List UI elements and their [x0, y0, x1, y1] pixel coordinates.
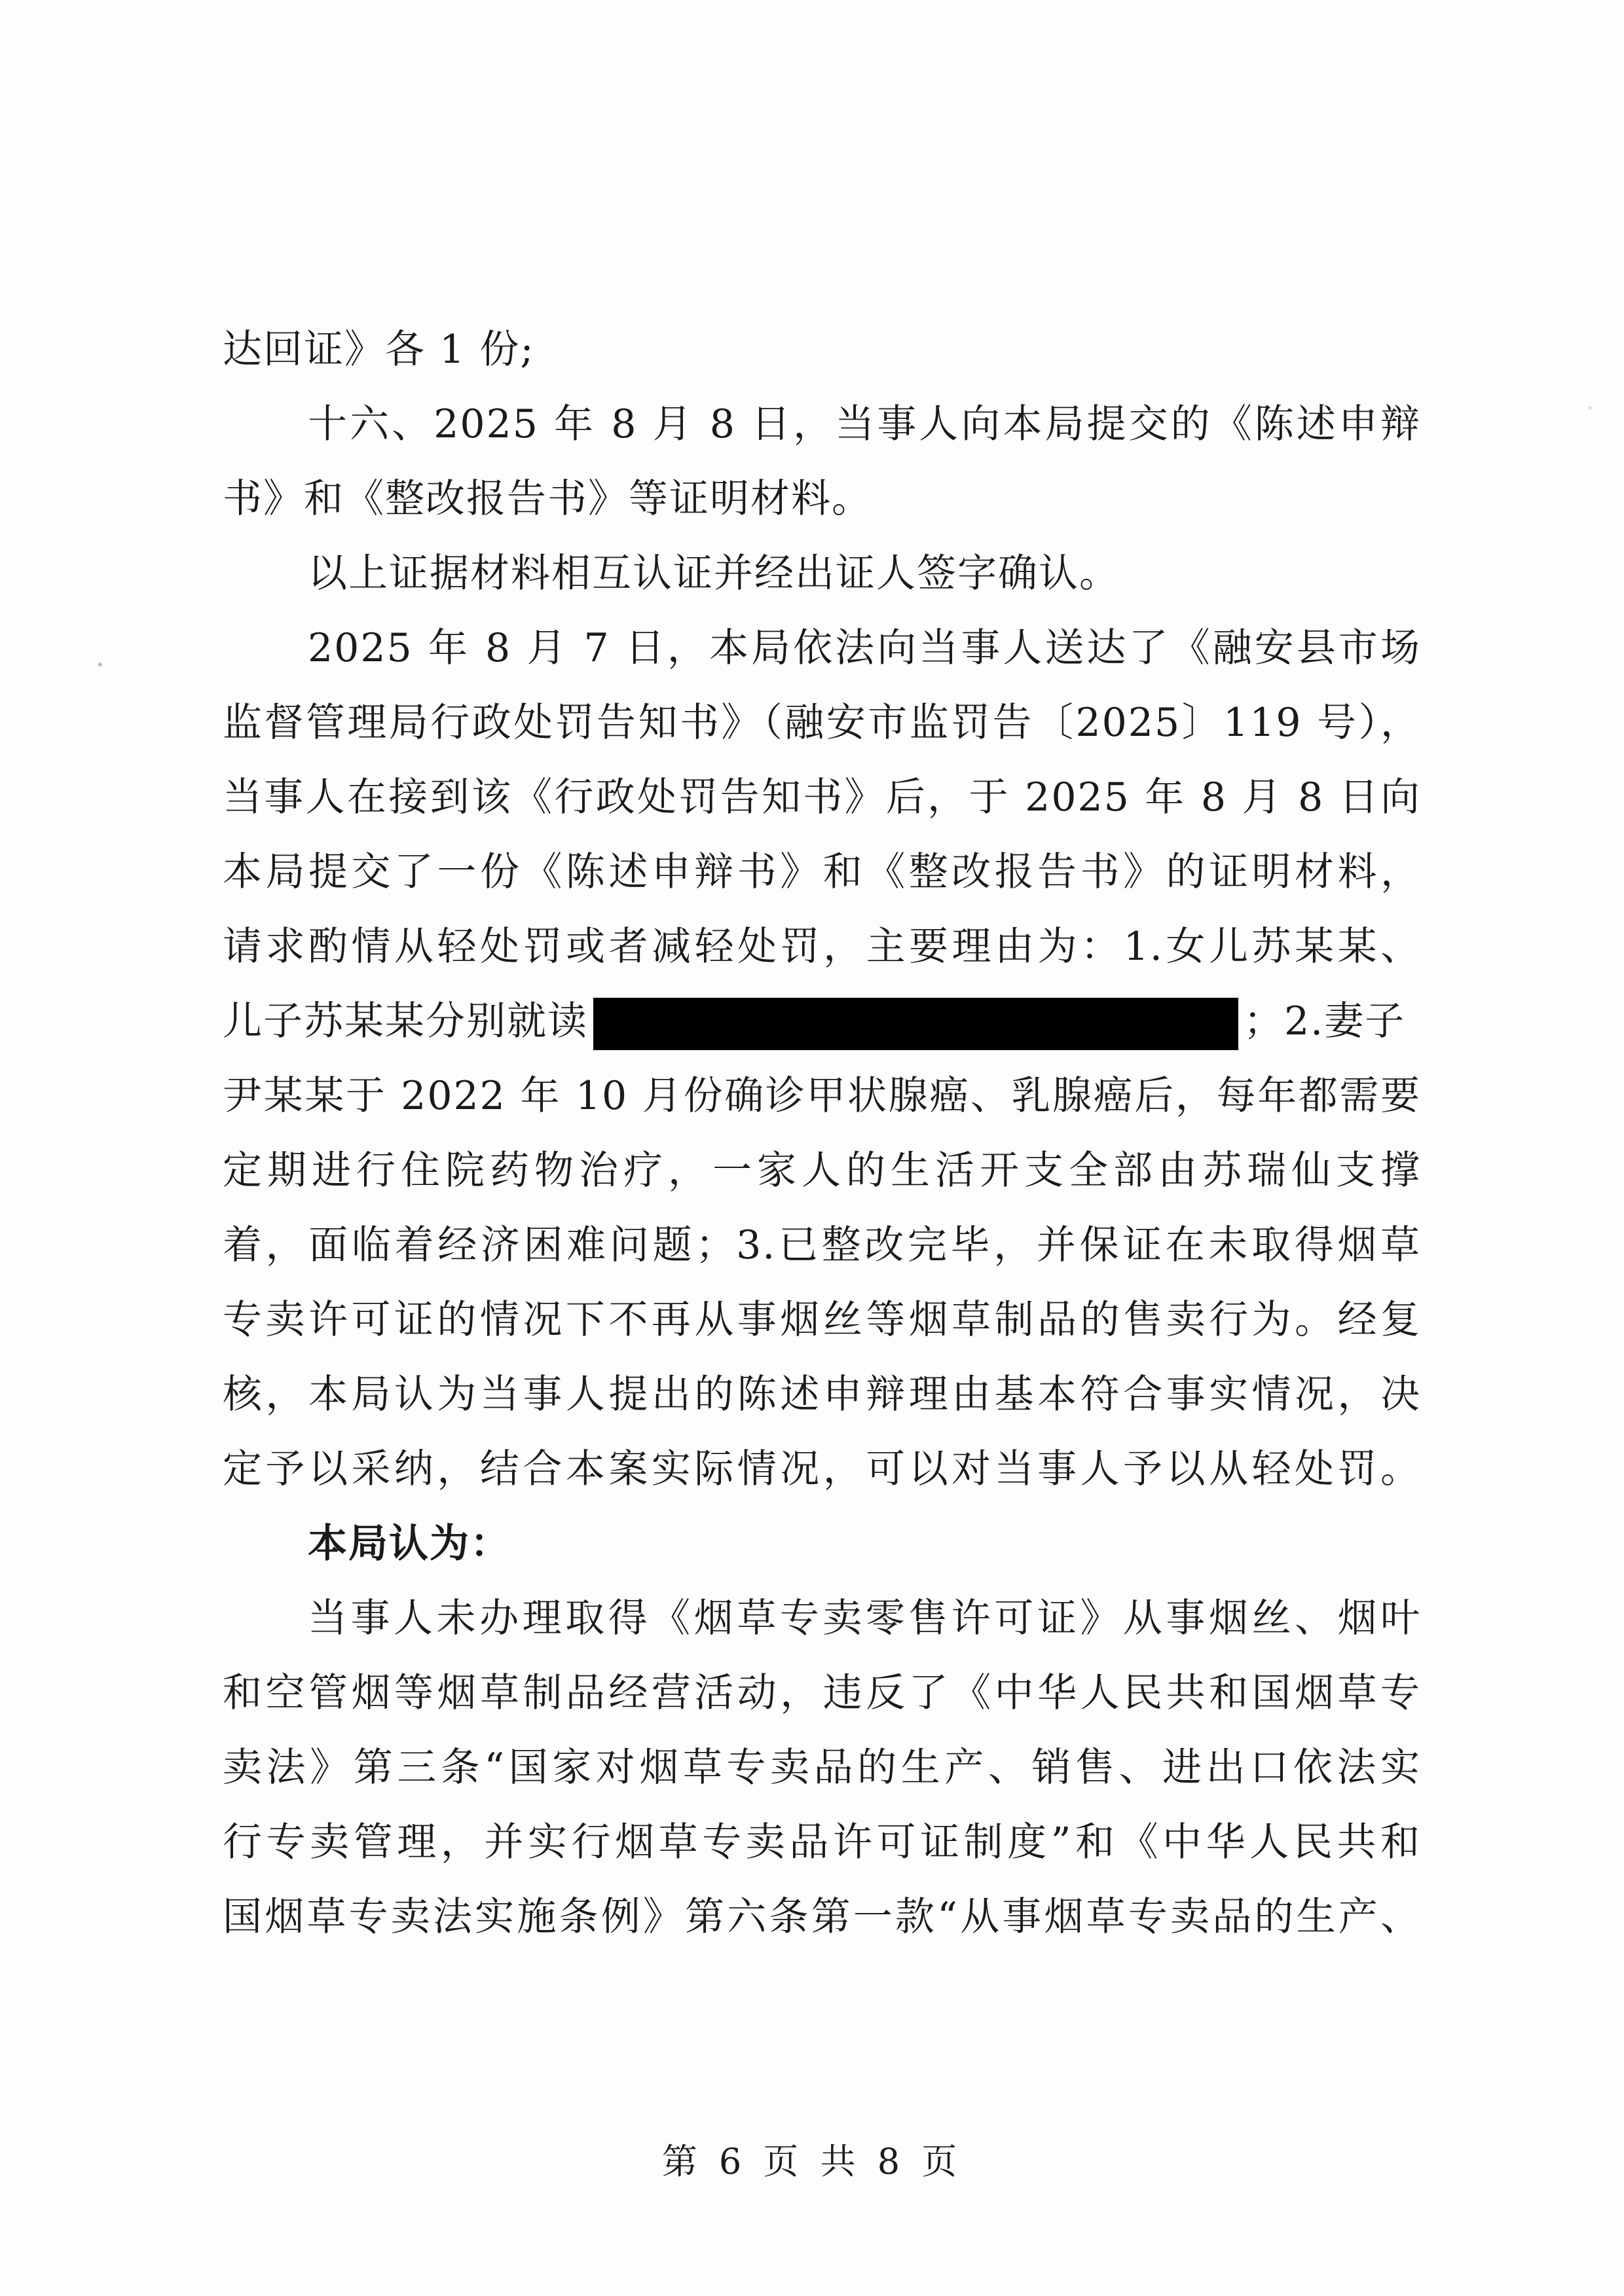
text-line-15: 核，本局认为当事人提出的陈述申辩理由基本符合事实情况，决 — [223, 1372, 1421, 1417]
text-line-8: 本局提交了一份《陈述申辩书》和《整改报告书》的证明材料， — [223, 849, 1421, 895]
scan-speck — [98, 663, 102, 666]
text-line-10-end: ；2.妻子 — [1244, 998, 1406, 1044]
page-number-footer: 第 6 页 共 8 页 — [661, 2141, 963, 2182]
text-line-14: 专卖许可证的情况下不再从事烟丝等烟草制品的售卖行为。经复 — [223, 1297, 1421, 1343]
text-line-9: 请求酌情从轻处罚或者减轻处罚，主要理由为：1.女儿苏某某、 — [223, 924, 1421, 970]
text-line-19: 和空管烟等烟草制品经营活动，违反了《中华人民共和国烟草专 — [223, 1670, 1421, 1716]
text-line-2: 十六、2025 年 8 月 8 日，当事人向本局提交的《陈述申辩 — [308, 401, 1421, 447]
text-line-7: 当事人在接到该《行政处罚告知书》后，于 2025 年 8 月 8 日向 — [223, 774, 1421, 820]
text-line-4: 以上证据材料相互认证并经出证人签字确认。 — [308, 551, 1120, 596]
text-line-16: 定予以采纳，结合本案实际情况，可以对当事人予以从轻处罚。 — [223, 1446, 1421, 1492]
redaction-bar — [593, 998, 1238, 1050]
text-line-22: 国烟草专卖法实施条例》第六条第一款“从事烟草专卖品的生产、 — [223, 1894, 1421, 1940]
section-heading: 本局认为： — [308, 1521, 511, 1567]
text-line-10 — [223, 983, 1421, 1059]
text-line-6: 监督管理局行政处罚告知书》（融安市监罚告〔2025〕119 号）， — [223, 700, 1421, 746]
text-line-11: 尹某某于 2022 年 10 月份确诊甲状腺癌、乳腺癌后，每年都需要 — [223, 1073, 1421, 1119]
scan-speck — [1588, 406, 1592, 410]
text-line-20: 卖法》第三条“国家对烟草专卖品的生产、销售、进出口依法实 — [223, 1745, 1421, 1791]
text-line-10-start: 儿子苏某某分别就读 — [223, 998, 588, 1044]
text-line-13: 着，面临着经济困难问题；3.已整改完毕，并保证在未取得烟草 — [223, 1222, 1421, 1268]
text-line-12: 定期进行住院药物治疗，一家人的生活开支全部由苏瑞仙支撑 — [223, 1148, 1421, 1194]
text-line-1: 达回证》各 1 份; — [223, 327, 535, 373]
text-line-18: 当事人未办理取得《烟草专卖零售许可证》从事烟丝、烟叶 — [308, 1595, 1421, 1641]
text-line-21: 行专卖管理，并实行烟草专卖品许可证制度”和《中华人民共和 — [223, 1819, 1421, 1865]
text-line-3: 书》和《整改报告书》等证明材料。 — [223, 476, 872, 522]
text-line-5: 2025 年 8 月 7 日，本局依法向当事人送达了《融安县市场 — [308, 625, 1421, 671]
